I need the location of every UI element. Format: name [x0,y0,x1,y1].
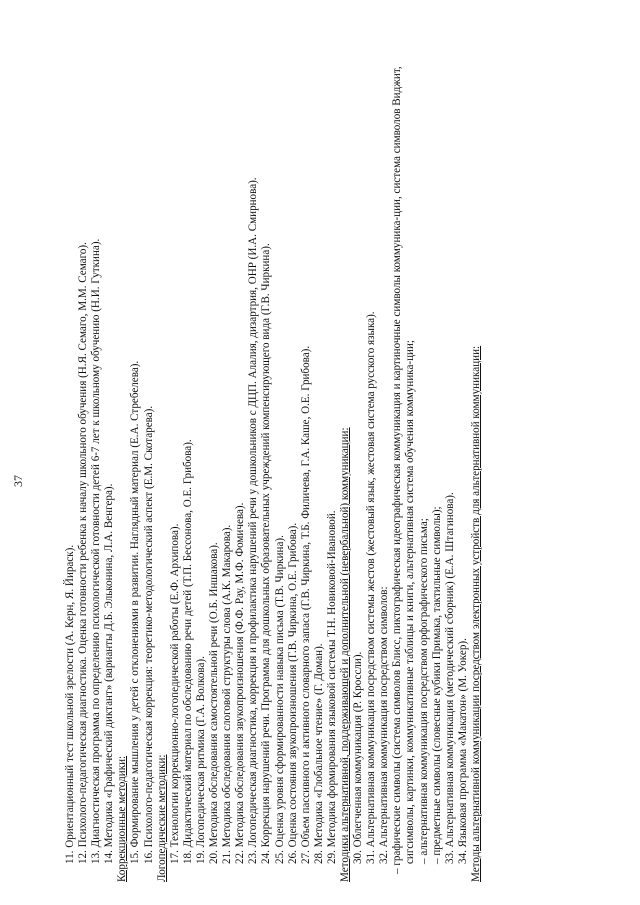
list-item: 19. Логопедическая ритмика (Г.А. Волкова). [194,656,207,864]
list-item: – альтернативная коммуникация посредством орфографического письма; [417,518,430,864]
list-item: 32. Альтернативная коммуникация посредством символов: [378,586,391,864]
list-item: 33. Альтернативная коммуникация (методический сборник) (Е.А. Штагинова). [443,492,456,864]
list-item: 29. Методика формирования языковой системы Т.Н. Новиковой-Ивановой. [325,510,338,864]
list-item: 17. Технологии коррекционно-логопедической работы (Е.Ф. Архипова). [168,523,181,864]
list-item: 12. Психолого-педагогическая диагностика. Оценка готовности ребенка к началу школьного обучения (Н.Я. Семаго, М.М. Семаго). [77,242,90,864]
document-body [64,27,483,882]
list-item: 13. Диагностическая программа по определению психологической готовности детей 6-7 лет к школьному обучению (Н.И. Гуткина). [90,238,103,864]
list-item: 26. Оценка состояния звукопроизношения (Г.В. Чиркина, О.Е. Грибова). [286,522,299,864]
list-item: 25. Оценка уровня сформированности навыка письма (Т.В. Чиркина). [273,535,286,864]
section-heading: Коррекционные методики: [116,755,129,882]
section-heading: Методики альтернативной, поддерживающей и дополнительной (невербальной) коммуникации: [338,427,351,882]
list-item: 30. Облегченная коммуникация (Р. Кроссли). [352,651,365,864]
page-number: 37 [11,475,25,487]
list-item: 22. Методика обследования звукопроизношения (Ф.Ф. Рау, М.Ф. Фомичева). [234,502,247,864]
list-item: 11. Ориентационный тест школьной зрелости (А. Керн, Я. Йираск). [64,544,76,864]
list-item: 34. Языковая программа «Макатон» (М. Уокер). [456,638,469,864]
list-item: 21. Методика обследования слоговой структуры слова (А.К. Макарова). [221,524,234,864]
list-item: 23. Логопедическая диагностика, коррекция и профилактика нарушений речи у дошкольников с ДЦП. Алалия, дизартрия, ОНР (И.А. Смирнова). [247,177,260,864]
list-item: 31. Альтернативная коммуникация посредством системы жестов (жестовый язык, жестовая система русского языка). [365,311,378,864]
list-item: 18. Дидактический материал по обследованию речи детей (Т.П. Бессонова, О.Е. Грибова). [181,439,194,864]
section-heading: Методы альтернативной коммуникации посредством электронных устройств для альтернативной коммуникации: [469,345,482,882]
list-item: 20. Методика обследования самостоятельной речи (О.Б. Иншакова). [208,542,221,864]
rotated-content [11,27,584,882]
list-item: 15. Формирование мышления у детей с отклонениями в развитии. Наглядный материал (Е.А. Стребелева). [129,360,142,864]
list-item: 14. Методика «Графический диктант» (варианты Д.Б. Эльконина, Л.А. Венгера). [103,483,116,864]
list-item: 16. Психолого-педагогическая коррекция: теоретико-методологический аспект (Е.М. Скотарева). [142,405,155,864]
section-heading: Логопедические методики: [155,754,168,882]
list-item: – предметные символы (словесные кубики Примака, тактильные символы); [430,506,443,864]
list-item: 24. Коррекция нарушений речи. Программа для дошкольных образовательных учреждений компенсирующего вида (Г.В. Чиркина). [260,243,273,864]
list-item: 27. Объем пассивного и активного словарного запаса (Г.В. Чиркина, Т.Б. Филичева, Г.А. Каше, О.Е. Грибова). [299,345,312,864]
list-item-bullet: – графические символы (система символов Блисс, пиктографическая идеографическая коммуникация и картиночные символы коммуника-ции, система символов Виджит, сигсимволы, картинки, коммуникативные таблицы и книги, альтернативная система обучения коммуника-ции; [391,66,417,874]
list-item: 28. Методика «Глобальное чтение» (Г. Доман). [312,643,325,864]
